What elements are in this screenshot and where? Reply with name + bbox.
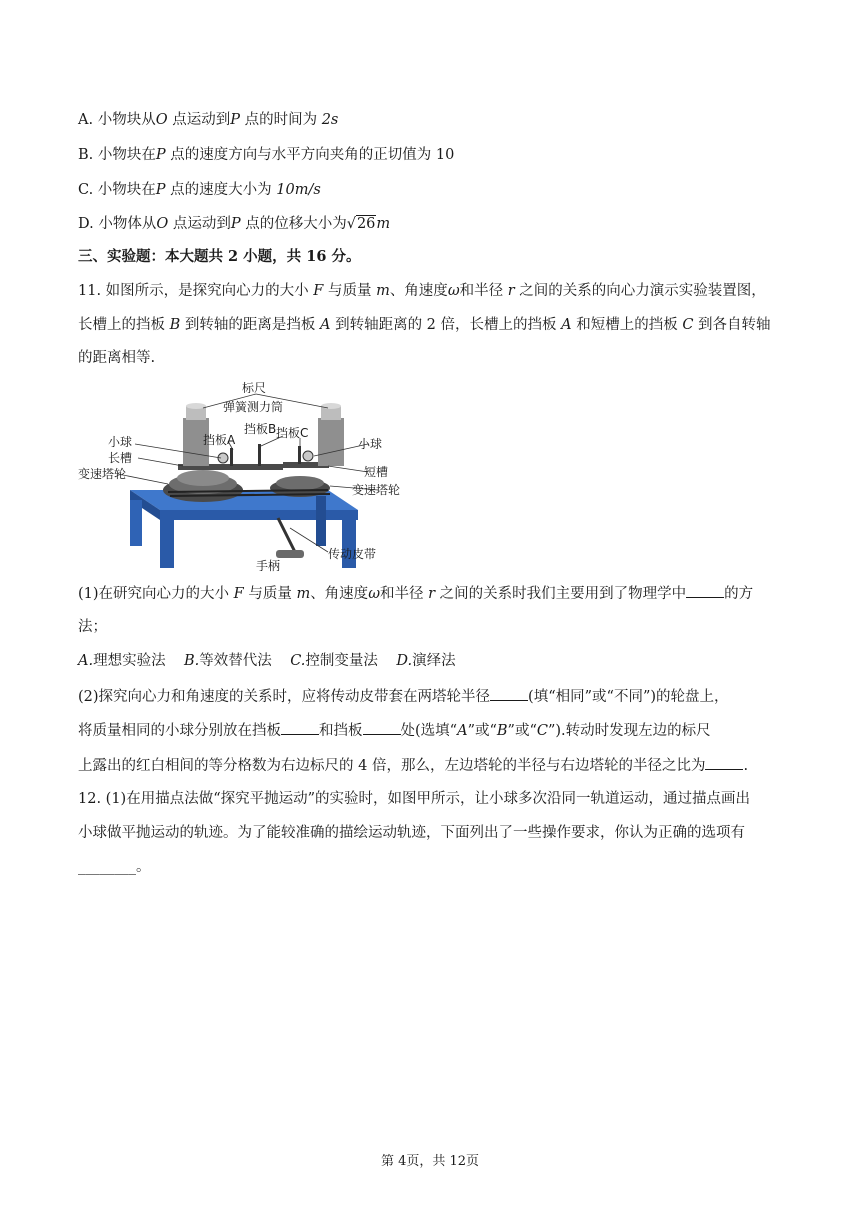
plate-c bbox=[298, 446, 301, 464]
centripetal-force-apparatus-figure bbox=[78, 378, 408, 574]
table-leg bbox=[130, 500, 142, 546]
page-footer: 第 4页，共 12页 bbox=[380, 1154, 480, 1169]
label-plate-b: 挡板B bbox=[244, 422, 277, 436]
q12-line-1: 12. (1)在用描点法做“探究平抛运动”的实验时，如图甲所示，让小球多次沿同一轨道运动，通过描点画出 bbox=[78, 791, 751, 807]
option-c: C. 小物块在P 点的速度大小为 10m/s bbox=[78, 182, 321, 198]
table-leg bbox=[316, 496, 326, 546]
answer-blank bbox=[281, 720, 319, 735]
option-d: D. 小物体从O 点运动到P 点的位移大小为√26m bbox=[78, 216, 391, 232]
label-plate-a: 挡板A bbox=[203, 433, 236, 447]
label-ball-left: 小球 bbox=[108, 435, 133, 449]
label-tower-right: 变速塔轮 bbox=[352, 483, 401, 497]
q11-2-line-1: (2)探究向心力和角速度的关系时，应将传动皮带套在两塔轮半径 (填“相同”或“不同”)的轮盘上， bbox=[78, 686, 729, 707]
answer-blank bbox=[490, 686, 528, 701]
table-front bbox=[160, 510, 358, 520]
section-heading: 三、实验题：本大题共 2 小题，共 16 分。 bbox=[78, 248, 361, 265]
answer-blank bbox=[363, 720, 401, 735]
label-tower-left: 变速塔轮 bbox=[78, 467, 127, 481]
plate-b bbox=[258, 444, 261, 466]
q11-2-line-3: 上露出的红白相间的等分格数为右边标尺的 4 倍，那么，左边塔轮的半径与右边塔轮的半径之比为 . bbox=[78, 755, 748, 776]
sqrt-value: 26 bbox=[356, 216, 376, 232]
label-plate-c: 挡板C bbox=[276, 426, 309, 440]
spring-cylinder-right bbox=[318, 418, 344, 466]
label-spring: 弹簧测力筒 bbox=[223, 400, 284, 414]
q11-line-3: 的距离相等. bbox=[78, 350, 156, 366]
q11-1-line-2: 法； bbox=[78, 619, 107, 635]
q11-1-line-1: (1)在研究向心力的大小 F 与质量 m、角速度ω和半径 r 之间的关系时我们主要用到了物理学中 的方 bbox=[78, 583, 753, 604]
label-handle: 手柄 bbox=[256, 559, 281, 573]
q11-1-choices: A.理想实验法 B.等效替代法 C.控制变量法 D.演绎法 bbox=[78, 653, 456, 669]
answer-blank bbox=[686, 583, 724, 598]
plate-a bbox=[230, 448, 233, 466]
q11-line-2: 长槽上的挡板 B 到转轴的距离是挡板 A 到转轴距离的 2 倍，长槽上的挡板 A 和短槽上的挡板 C 到各自转轴 bbox=[78, 317, 771, 333]
label-long-slot: 长槽 bbox=[108, 451, 133, 465]
label-scale: 标尺 bbox=[242, 381, 267, 395]
ball-right bbox=[303, 451, 313, 461]
option-b: B. 小物块在P 点的速度方向与水平方向夹角的正切值为 10 bbox=[78, 147, 455, 163]
label-belt: 传动皮带 bbox=[328, 547, 377, 561]
q12-line-2: 小球做平抛运动的轨迹。为了能较准确的描绘运动轨迹，下面列出了一些操作要求，你认为正确的选项有 bbox=[78, 825, 745, 841]
crank-handle bbox=[276, 550, 304, 558]
table-leg bbox=[160, 520, 174, 568]
q12-line-3: ________。 bbox=[78, 859, 151, 875]
q11-2-line-2: 将质量相同的小球分别放在挡板 和挡板 处(选填“A”或“B”或“C”).转动时发现左边的标尺 bbox=[78, 720, 711, 741]
q11-line-1: 11. 如图所示，是探究向心力的大小 F 与质量 m、角速度ω和半径 r 之间的关系的向心力演示实验装置图， bbox=[78, 283, 766, 299]
option-c-value: 10m/s bbox=[276, 182, 321, 198]
option-b-value: 10 bbox=[435, 147, 455, 163]
label-short-slot: 短槽 bbox=[364, 465, 389, 479]
option-a-value: 2s bbox=[321, 112, 339, 128]
label-ball-right: 小球 bbox=[358, 437, 383, 451]
option-a: A. 小物块从O 点运动到P 点的时间为 2s bbox=[78, 112, 339, 128]
answer-blank bbox=[705, 755, 743, 770]
